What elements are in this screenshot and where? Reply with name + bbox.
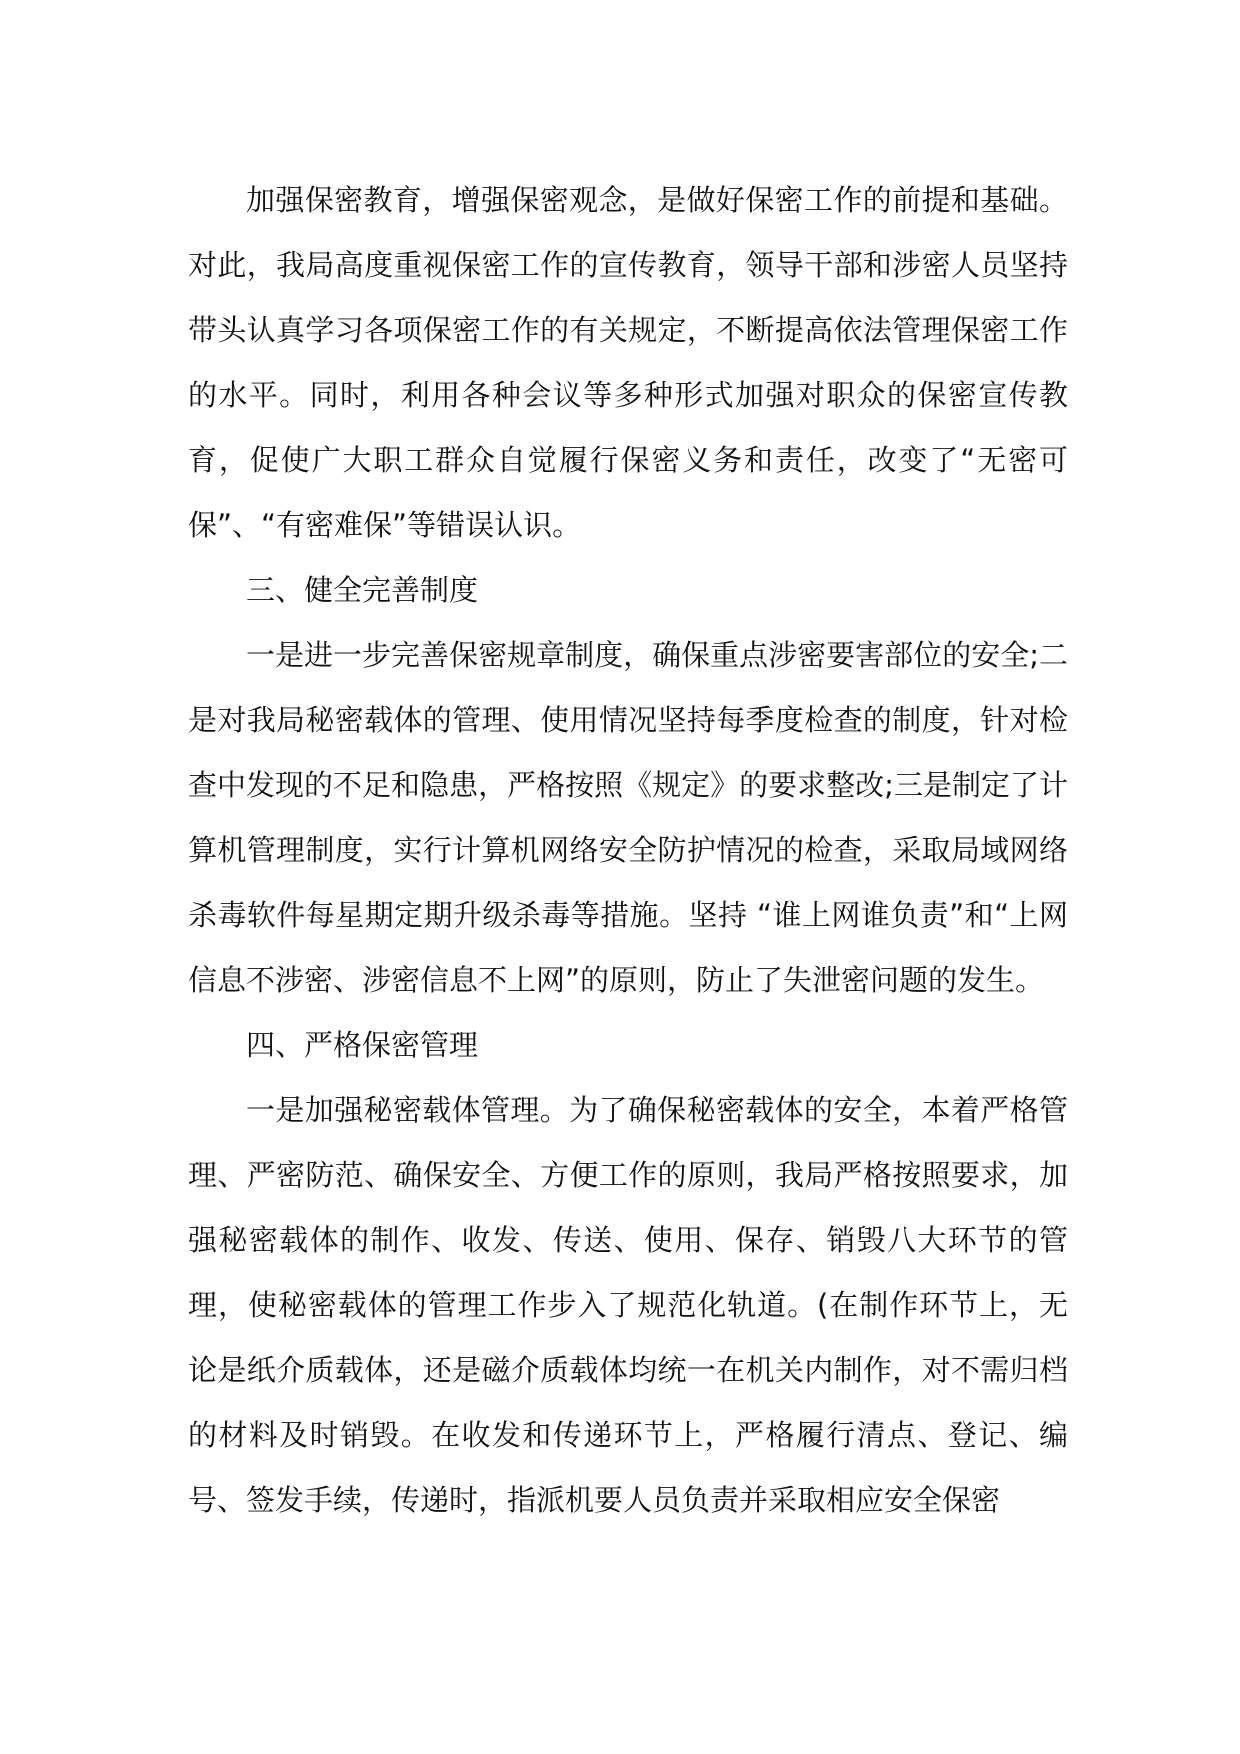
section-heading-4: 四、严格保密管理 [246,1028,479,1062]
document-body [188,168,1068,1533]
paragraph-education: 加强保密教育，增强保密观念，是做好保密工作的前提和基础。对此，我局高度重视保密工作的宣传教育，领导干部和涉密人员坚持带头认真学习各项保密工作的有关规定，不断提高依法管理保密工作的水平。同时，利用各种会议等多种形式加强对职众的保密宣传教育，促使广大职工群众自觉履行保密义务和责任，改变了“无密可保”、“有密难保”等错误认识。 [188,183,1068,542]
paragraph-management: 一是加强秘密载体管理。为了确保秘密载体的安全，本着严格管理、严密防范、确保安全、方便工作的原则，我局严格按照要求，加强秘密载体的制作、收发、传送、使用、保存、销毁八大环节的管理，使秘密载体的管理工作步入了规范化轨道。(在制作环节上，无论是纸介质载体，还是磁介质载体均统一在机关内制作，对不需归档的材料及时销毁。在收发和传递环节上，严格履行清点、登记、编号、签发手续，传递时，指派机要人员负责并采取相应安全保密 [188,1093,1068,1517]
section-heading-3: 三、健全完善制度 [246,573,479,607]
paragraph-system: 一是进一步完善保密规章制度，确保重点涉密要害部位的安全;二是对我局秘密载体的管理、使用情况坚持每季度检查的制度，针对检查中发现的不足和隐患，严格按照《规定》的要求整改;三是制定了计算机管理制度，实行计算机网络安全防护情况的检查，采取局域网络杀毒软件每星期定期升级杀毒等措施。坚持 “谁上网谁负责”和“上网信息不涉密、涉密信息不上网”的原则，防止了失泄密问题的发生。 [188,638,1068,997]
